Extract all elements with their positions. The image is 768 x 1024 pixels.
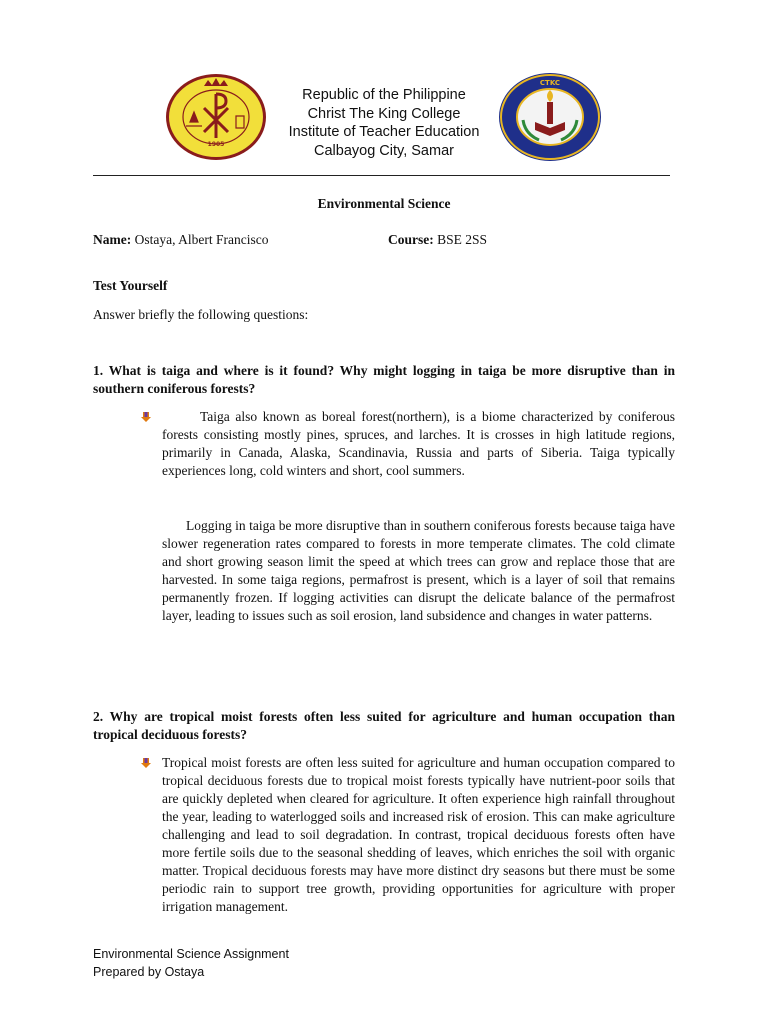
header-line-college: Christ The King College bbox=[307, 105, 461, 122]
footer-line-1: Environmental Science Assignment bbox=[93, 947, 289, 961]
teacher-education-seal-logo bbox=[497, 72, 603, 162]
subject-title: Environmental Science bbox=[317, 196, 451, 211]
course-value: BSE 2SS bbox=[437, 232, 488, 247]
name-label: Name: bbox=[93, 232, 132, 247]
college-seal-logo bbox=[164, 72, 268, 162]
answer-2-paragraph: Tropical moist forests are often less suited for agriculture and human occupation compared to tropical deciduous forests due to tropical moist forests typically have nutrient-poor soils that are quickly depleted when cleared for agriculture. It often experience high rainfall throughout the year, leading to waterlogged soils and increased risk of erosion. This can make agriculture challenging and lead to soil degradation. In contrast, tropical deciduous forests often have more fertile soils due to the seasonal shedding of leaves, which enriches the soil with organic matter. Tropical deciduous forests may have more distinct dry seasons but there must be some periodic rain to support tree growth, providing opportunities for agriculture with proper irrigation management. bbox=[162, 755, 675, 914]
header-line-city: Calbayog City, Samar bbox=[314, 142, 454, 159]
question-1: 1. What is taiga and where is it found? Why might logging in taiga be more disruptive than in southern coniferous forests? bbox=[93, 363, 675, 396]
arrow-bullet-icon bbox=[140, 757, 152, 769]
header-line-country: Republic of the Philippine bbox=[302, 87, 466, 103]
svg-text:CTKC: CTKC bbox=[539, 79, 561, 87]
arrow-bullet-icon bbox=[140, 411, 152, 423]
seal-year: 1905 bbox=[207, 141, 225, 148]
page-footer bbox=[93, 946, 289, 981]
answer-1-paragraph-1: Taiga also known as boreal forest(northern), is a biome characterized by coniferous forests consisting mostly pines, spruces, and larches. It is crosses in high latitude regions, primarily in Canada, Alaska, Scandinavia, Russia and parts of Siberia. Taiga typically experiences long, cold winters and short, cool summers. bbox=[162, 409, 675, 478]
course-field bbox=[388, 232, 487, 248]
answer-1-paragraph-2: Logging in taiga be more disruptive than in southern coniferous forests because taiga have slower regeneration rates compared to forests in more temperate climates. The cold climate and short growing season limit the speed at which trees can grow and replace those that are harvested. In some taiga regions, permafrost is present, which is a layer of soil that remains permanently frozen. If logging activities can disrupt the delicate balance of the permafrost layer, leading to issues such as soil erosion, land subsidence and changes in water patterns. bbox=[162, 518, 675, 623]
student-name-field bbox=[93, 232, 268, 248]
section-title: Test Yourself bbox=[93, 278, 168, 293]
student-name: Ostaya, Albert Francisco bbox=[134, 232, 269, 247]
institution-header bbox=[270, 86, 498, 160]
header-divider bbox=[93, 175, 670, 176]
question-2: 2. Why are tropical moist forests often less suited for agriculture and human occupation than tropical deciduous forests? bbox=[93, 709, 675, 742]
instruction-text: Answer briefly the following questions: bbox=[93, 307, 309, 322]
footer-line-2: Prepared by Ostaya bbox=[93, 964, 205, 979]
course-label: Course: bbox=[388, 232, 434, 247]
header-line-institute: Institute of Teacher Education bbox=[288, 124, 480, 140]
